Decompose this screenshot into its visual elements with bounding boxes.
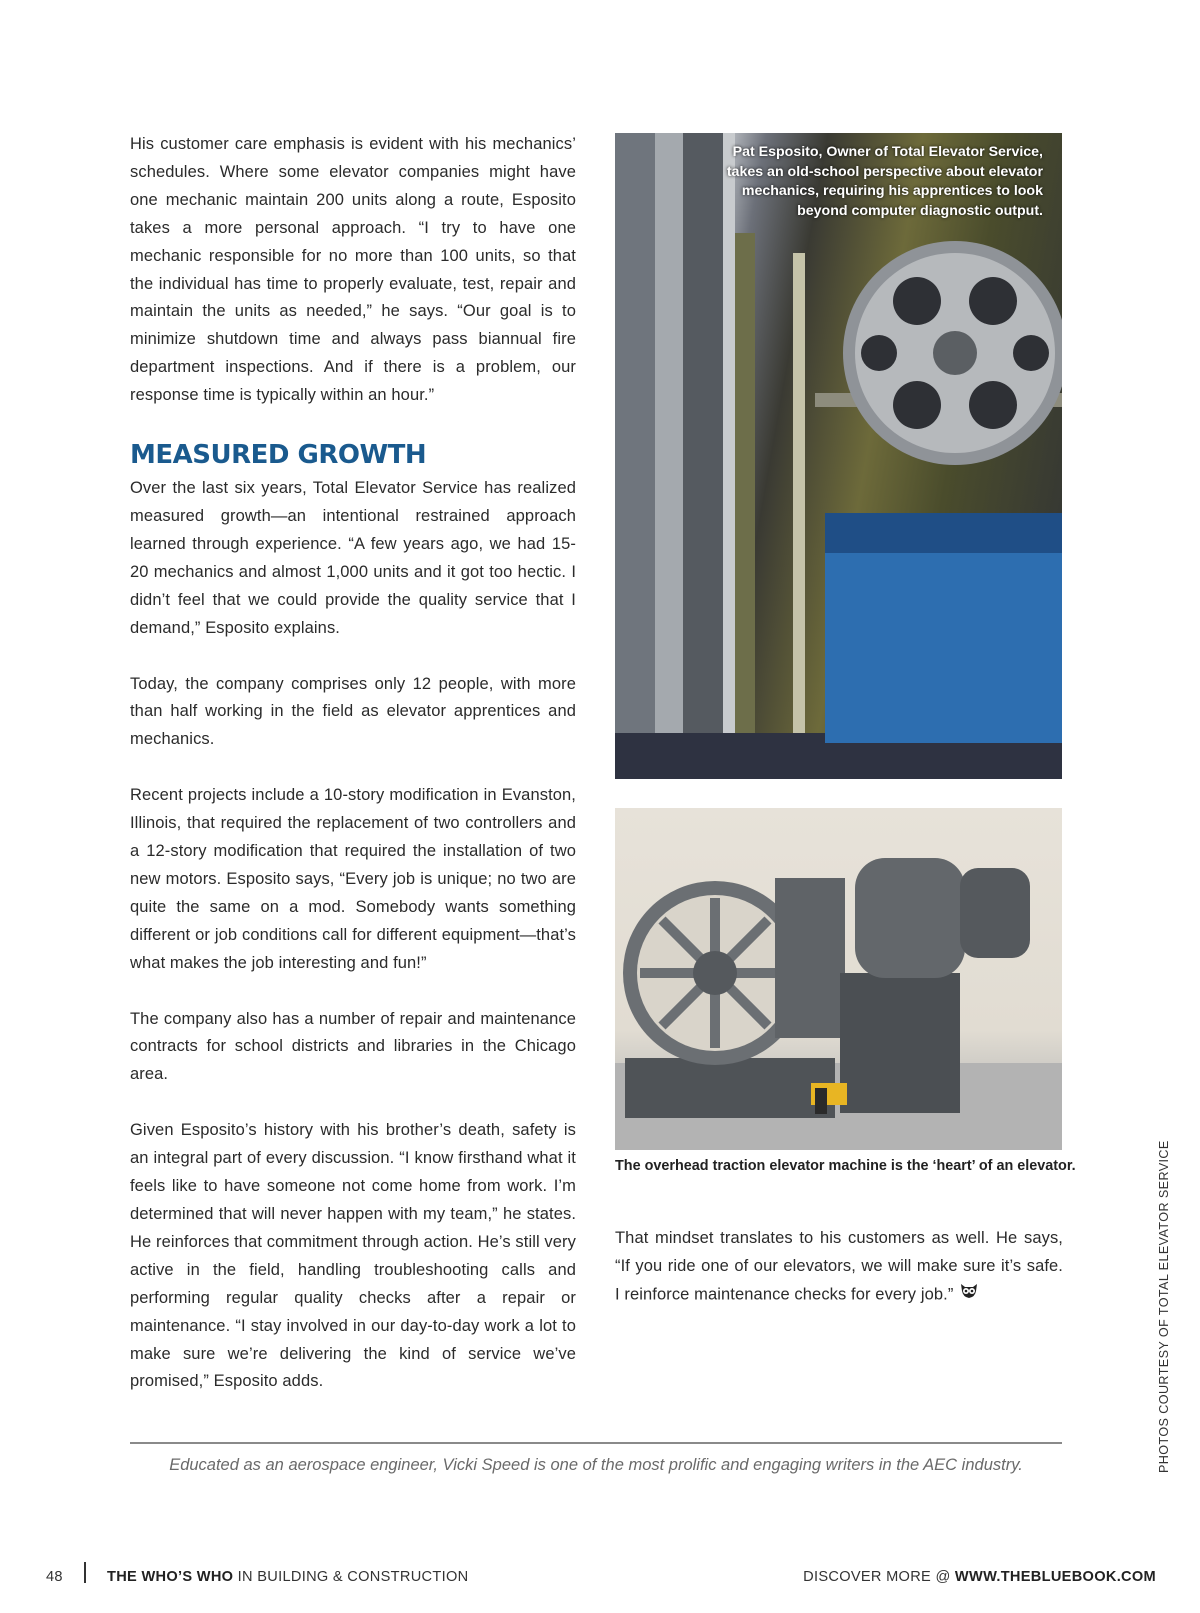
- traction-machine-illustration: [615, 808, 1062, 1150]
- bio-divider: [130, 1442, 1062, 1444]
- safety-paragraph: Given Esposito’s history with his brother’s death, safety is an integral part of every discussion. “I know firsthand what it feels like to have someone not come home from work. I’m determined that will never happen with my team,” he states. He reinforces that commitment through action. He’s still very active in the field, handling troubleshooting calls and performing regular quality checks after a repair or maintenance. “I stay involved in our day-to-day work a lot to make sure we’re delivering the kind of service we’ve promised,” Esposito adds.: [130, 1121, 576, 1391]
- page-number: 48: [46, 1569, 63, 1585]
- website-link[interactable]: [803, 1569, 1156, 1585]
- owl-icon: [959, 1281, 979, 1309]
- author-bio: Educated as an aerospace engineer, Vicki Speed is one of the most prolific and engaging writers in the AEC industry.: [169, 1456, 1023, 1474]
- closing-paragraph: [615, 1225, 1063, 1309]
- publication-title-rest: IN BUILDING & CONSTRUCTION: [233, 1569, 469, 1585]
- closing-text: That mindset translates to his customers as well. He says, “If you ride one of our elevators, we will make sure it’s safe. I reinforce maintenance checks for every job.”: [615, 1229, 1063, 1304]
- intro-paragraph: His customer care emphasis is evident with his mechanics’ schedules. Where some elevator companies might have one mechanic maintain 200 units along a route, Esposito takes a more personal approach. “I try to have one mechanic responsible for no more than 100 units, so that the individual has time to properly evaluate, test, repair and maintain the units as needed,” he says. “Our goal is to minimize shutdown time and always pass biannual fire department inspections. And if there is a problem, our response time is typically within an hour.”: [130, 135, 576, 405]
- section-heading: MEASURED GROWTH: [130, 440, 427, 471]
- elevator-machine-room-photo: [615, 133, 1062, 779]
- photo2-caption: The overhead traction elevator machine is the ‘heart’ of an elevator.: [615, 1158, 1076, 1174]
- footer-separator: [84, 1562, 86, 1583]
- publication-title: [107, 1569, 468, 1585]
- publication-title-bold: THE WHO’S WHO: [107, 1569, 234, 1585]
- growth-paragraph: Over the last six years, Total Elevator Service has realized measured growth—an intentional restrained approach learned through experience. “A few years ago, we had 15-20 mechanics and almost 1,000 units and it got too hectic. I didn’t feel that we could provide the quality service that I demand,” Esposito explains.: [130, 479, 576, 637]
- photo1-caption: Pat Esposito, Owner of Total Elevator Service, takes an old-school perspective about elevator mechanics, requiring his apprentices to look beyond computer diagnostic output.: [726, 144, 1043, 219]
- website-url[interactable]: WWW.THEBLUEBOOK.COM: [954, 1569, 1156, 1585]
- article-right-column: [615, 1225, 1063, 1309]
- discover-text: DISCOVER MORE @: [803, 1569, 955, 1585]
- company-size-paragraph: Today, the company comprises only 12 people, with more than half working in the field as elevator apprentices and mechanics.: [130, 674, 576, 749]
- article-left-column: [130, 131, 576, 1424]
- projects-paragraph: Recent projects include a 10-story modification in Evanston, Illinois, that required the replacement of two controllers and a 12-story modification that required the installation of two new motors. Esposito says, “Every job is unique; no two are quite the same on a mod. Somebody wants something different or job conditions call for different equipment—that’s what makes the job interesting and fun!”: [130, 786, 576, 972]
- contracts-paragraph: The company also has a number of repair and maintenance contracts for school districts and libraries in the Chicago area.: [130, 1009, 576, 1084]
- traction-machine-photo: [615, 808, 1062, 1150]
- machine-room-illustration: [615, 133, 1062, 779]
- photo-credit: PHOTOS COURTESY OF TOTAL ELEVATOR SERVICE: [1157, 1140, 1171, 1473]
